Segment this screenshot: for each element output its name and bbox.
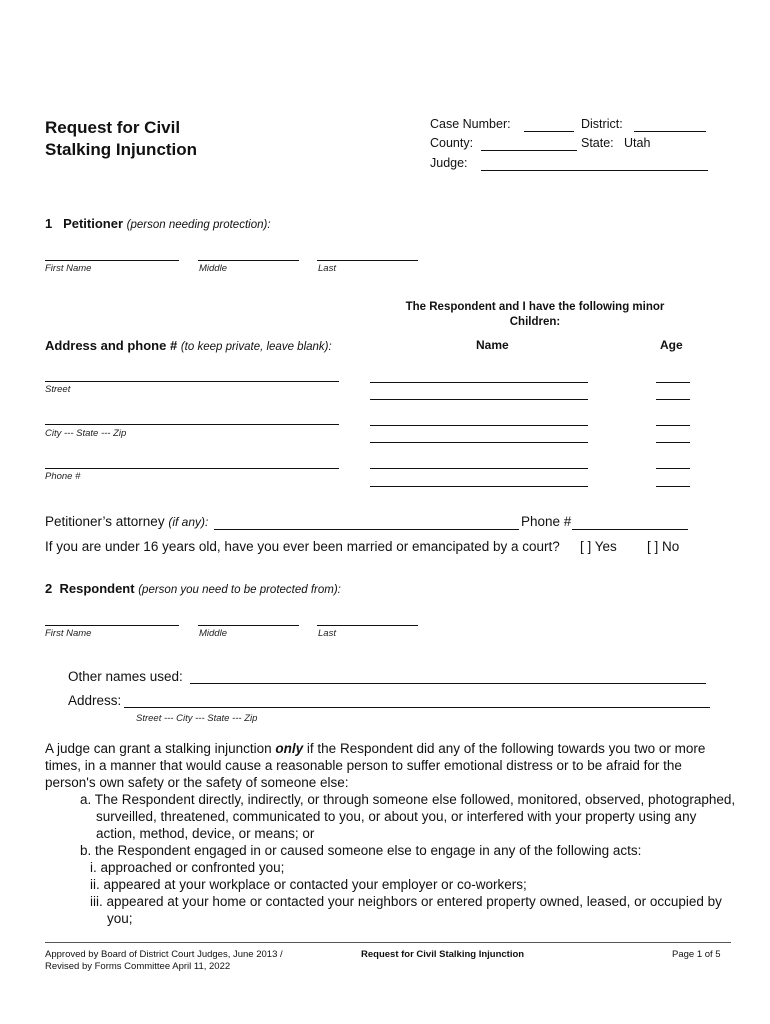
phone-label: Phone # [45,471,81,482]
child-age-field[interactable] [656,486,690,487]
petitioner-middle-name-field[interactable] [198,260,299,261]
under16-question: If you are under 16 years old, have you ever been married or emancipated by a court? [45,539,560,554]
other-names-label: Other names used: [68,669,183,684]
petitioner-middle-label: Middle [199,263,227,274]
form-title-line-2: Stalking Injunction [45,140,198,159]
intro-emphasis: only [275,741,304,756]
street-label: Street [45,384,71,395]
case-number-field[interactable] [524,131,574,132]
intro-before: A judge can grant a stalking injunction [45,741,276,756]
address-heading-note: (to keep private, leave blank): [180,341,332,353]
petitioner-street-field[interactable] [45,381,339,382]
criteria-sub-i: i. approached or confronted you; [90,860,285,875]
respondent-heading [45,581,341,596]
children-name-header: Name [476,338,509,352]
respondent-first-name-label: First Name [45,628,92,639]
footer-approved-line-1: Approved by Board of District Court Judges, June 2013 / [45,949,283,960]
district-label: District: [581,117,623,131]
child-name-field[interactable] [370,468,588,469]
child-age-field[interactable] [656,399,690,400]
child-name-field[interactable] [370,486,588,487]
footer-approved [45,949,283,973]
attorney-note: (if any): [168,515,209,529]
footer-form-title: Request for Civil Stalking Injunction [361,949,525,960]
county-field[interactable] [481,150,577,151]
attorney-phone-field[interactable] [572,529,688,530]
district-field[interactable] [634,131,706,132]
judge-label: Judge: [430,156,468,170]
children-age-header: Age [660,338,683,352]
criteria-item-a: a. The Respondent directly, indirectly, or through someone else followed, monitored, observed, photographed, surveilled, threatened, communicated to you, or about you, or interfered with your property using any action, method, device, or means; or [80,792,736,841]
case-number-label: Case Number: [430,117,511,131]
criteria-item-b: b. the Respondent engaged in or caused someone else to engage in any of the following acts: [80,843,642,858]
petitioner-section-number: 1 [45,216,53,231]
attorney-label-text: Petitioner’s attorney [45,514,165,529]
child-name-field[interactable] [370,442,588,443]
state-value: Utah [624,136,651,150]
footer-approved-line-2: Revised by Forms Committee April 11, 2022 [45,961,231,972]
petitioner-first-name-label: First Name [45,263,92,274]
children-heading-line-2: Children: [509,316,561,328]
other-names-field[interactable] [190,683,706,684]
respondent-middle-label: Middle [199,628,227,639]
respondent-middle-name-field[interactable] [198,625,299,626]
city-state-zip-label: City --- State --- Zip [45,428,127,439]
respondent-address-field[interactable] [124,707,710,708]
footer-divider [45,942,731,943]
petitioner-first-name-field[interactable] [45,260,179,261]
attorney-name-field[interactable] [214,529,519,530]
petitioner-heading [45,216,271,231]
respondent-heading-note: (person you need to be protected from): [138,584,341,596]
petitioner-phone-field[interactable] [45,468,339,469]
child-age-field[interactable] [656,442,690,443]
attorney-phone-label: Phone # [521,514,572,529]
respondent-heading-text: Respondent [59,581,135,596]
children-heading [370,300,700,330]
child-age-field[interactable] [656,425,690,426]
respondent-last-name-field[interactable] [317,625,418,626]
petitioner-heading-text: Petitioner [63,216,124,231]
petitioner-last-label: Last [318,263,336,274]
under16-no-checkbox[interactable]: [ ] No [647,539,680,554]
child-name-field[interactable] [370,382,588,383]
footer-page-number: Page 1 of 5 [672,949,721,960]
criteria-sub-ii: ii. appeared at your workplace or contacted your employer or co-workers; [90,877,527,892]
stalking-criteria-intro [45,740,735,791]
petitioner-last-name-field[interactable] [317,260,418,261]
respondent-first-name-field[interactable] [45,625,179,626]
child-age-field[interactable] [656,468,690,469]
petitioner-address-heading [45,338,332,353]
county-label: County: [430,136,474,150]
attorney-label [45,514,208,529]
respondent-section-number: 2 [45,581,53,596]
intro-after: if the Respondent did any of the following towards you two or more times, in a manner that would cause a reasonable person to suffer emotional distress or to be afraid for the person's own safety or the safety of someone else: [45,741,706,790]
criteria-sub-iii: iii. appeared at your home or contacted your neighbors or entered property owned, leased, or occupied by you; [90,894,722,926]
child-name-field[interactable] [370,425,588,426]
judge-field[interactable] [481,170,708,171]
respondent-address-sublabel: Street --- City --- State --- Zip [136,713,258,724]
petitioner-city-state-zip-field[interactable] [45,424,339,425]
under16-yes-checkbox[interactable]: [ ] Yes [580,539,617,554]
children-heading-line-1: The Respondent and I have the following minor [405,301,665,313]
petitioner-heading-note: (person needing protection): [126,219,271,231]
state-label: State: [581,136,614,150]
respondent-last-label: Last [318,628,336,639]
respondent-address-label: Address: [68,693,122,708]
address-heading-text: Address and phone # [45,338,178,353]
form-title-line-1: Request for Civil [45,118,181,137]
child-name-field[interactable] [370,399,588,400]
child-age-field[interactable] [656,382,690,383]
